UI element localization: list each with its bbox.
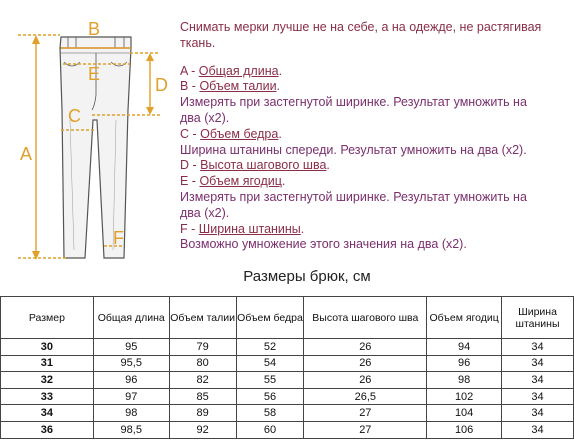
- item-b-note: два (х2).: [180, 110, 230, 125]
- table-cell: 98: [427, 372, 502, 389]
- table-cell: 92: [169, 421, 236, 438]
- table-cell: 34: [502, 388, 574, 405]
- item-e-note: два (х2).: [180, 205, 230, 220]
- table-cell: 98: [93, 405, 169, 422]
- table-cell: 85: [169, 388, 236, 405]
- table-cell: 26,5: [304, 388, 427, 405]
- header-hips: Объем ягодиц: [427, 297, 502, 339]
- label-d: D: [155, 75, 168, 95]
- table-cell: 34: [502, 405, 574, 422]
- item-b: B - Объем талии.: [180, 79, 281, 94]
- item-b-note: Измерять при застегнутой ширинке. Результат умножить на: [180, 95, 527, 110]
- item-e: E - Объем ягодиц.: [180, 174, 286, 189]
- table-row: [1, 405, 574, 422]
- table-row: [1, 355, 574, 372]
- table-cell: 27: [304, 405, 427, 422]
- item-e-note: Измерять при застегнутой ширинке. Результат умножить на: [180, 189, 527, 204]
- table-cell: 60: [236, 421, 304, 438]
- table-cell: 96: [427, 355, 502, 372]
- size-cell: 32: [1, 372, 94, 389]
- size-cell: 34: [1, 405, 94, 422]
- item-f: F - Ширина штанины.: [180, 221, 305, 236]
- item-f-note: Возможно умножение этого значения на два (х2).: [180, 237, 467, 252]
- table-header-row: [1, 297, 574, 339]
- table-cell: 104: [427, 405, 502, 422]
- item-c-note: Ширина штанины спереди. Результат умножить на два (х2).: [180, 142, 527, 157]
- label-f: F: [113, 228, 124, 248]
- table-cell: 96: [93, 372, 169, 389]
- table-cell: 34: [502, 421, 574, 438]
- table-cell: 26: [304, 339, 427, 356]
- table-cell: 102: [427, 388, 502, 405]
- table-cell: 97: [93, 388, 169, 405]
- table-cell: 27: [304, 421, 427, 438]
- size-cell: 33: [1, 388, 94, 405]
- table-row: [1, 372, 574, 389]
- table-row: [1, 339, 574, 356]
- table-cell: 56: [236, 388, 304, 405]
- size-cell: 31: [1, 355, 94, 372]
- intro-line: ткань.: [180, 35, 216, 50]
- label-e: E: [88, 64, 101, 84]
- table-cell: 98,5: [93, 421, 169, 438]
- measurement-instructions: [180, 20, 570, 253]
- table-cell: 82: [169, 372, 236, 389]
- item-d: D - Высота шагового шва.: [180, 158, 330, 173]
- label-a: A: [20, 144, 33, 164]
- header-total-length: Общая длина: [93, 297, 169, 339]
- table-cell: 95: [93, 339, 169, 356]
- header-waist: Объем талии: [169, 297, 236, 339]
- header-thigh: Объем бедра: [236, 297, 304, 339]
- table-row: [1, 421, 574, 438]
- table-cell: 34: [502, 339, 574, 356]
- table-cell: 52: [236, 339, 304, 356]
- item-a: A - Общая длина.: [180, 63, 283, 78]
- table-cell: 34: [502, 355, 574, 372]
- table-cell: 89: [169, 405, 236, 422]
- size-cell: 36: [1, 421, 94, 438]
- table-cell: 54: [236, 355, 304, 372]
- header-size: Размер: [1, 297, 94, 339]
- table-cell: 34: [502, 372, 574, 389]
- table-cell: 55: [236, 372, 304, 389]
- table-cell: 106: [427, 421, 502, 438]
- label-c: C: [68, 106, 81, 126]
- pants-measurement-diagram: [0, 0, 178, 268]
- table-row: [1, 388, 574, 405]
- header-leg-width: Ширина штанины: [502, 297, 574, 339]
- label-b: B: [88, 19, 101, 39]
- item-c: C - Объем бедра.: [180, 126, 282, 141]
- table-cell: 94: [427, 339, 502, 356]
- table-cell: 26: [304, 355, 427, 372]
- table-cell: 95,5: [93, 355, 169, 372]
- table-cell: 80: [169, 355, 236, 372]
- size-table-title: Размеры брюк, см: [243, 268, 371, 285]
- size-table: [0, 296, 574, 439]
- table-cell: 58: [236, 405, 304, 422]
- size-cell: 30: [1, 339, 94, 356]
- table-cell: 79: [169, 339, 236, 356]
- intro-line: Снимать мерки лучше не на себе, а на одежде, не растягивая: [180, 20, 542, 34]
- header-inseam: Высота шагового шва: [304, 297, 427, 339]
- table-cell: 26: [304, 372, 427, 389]
